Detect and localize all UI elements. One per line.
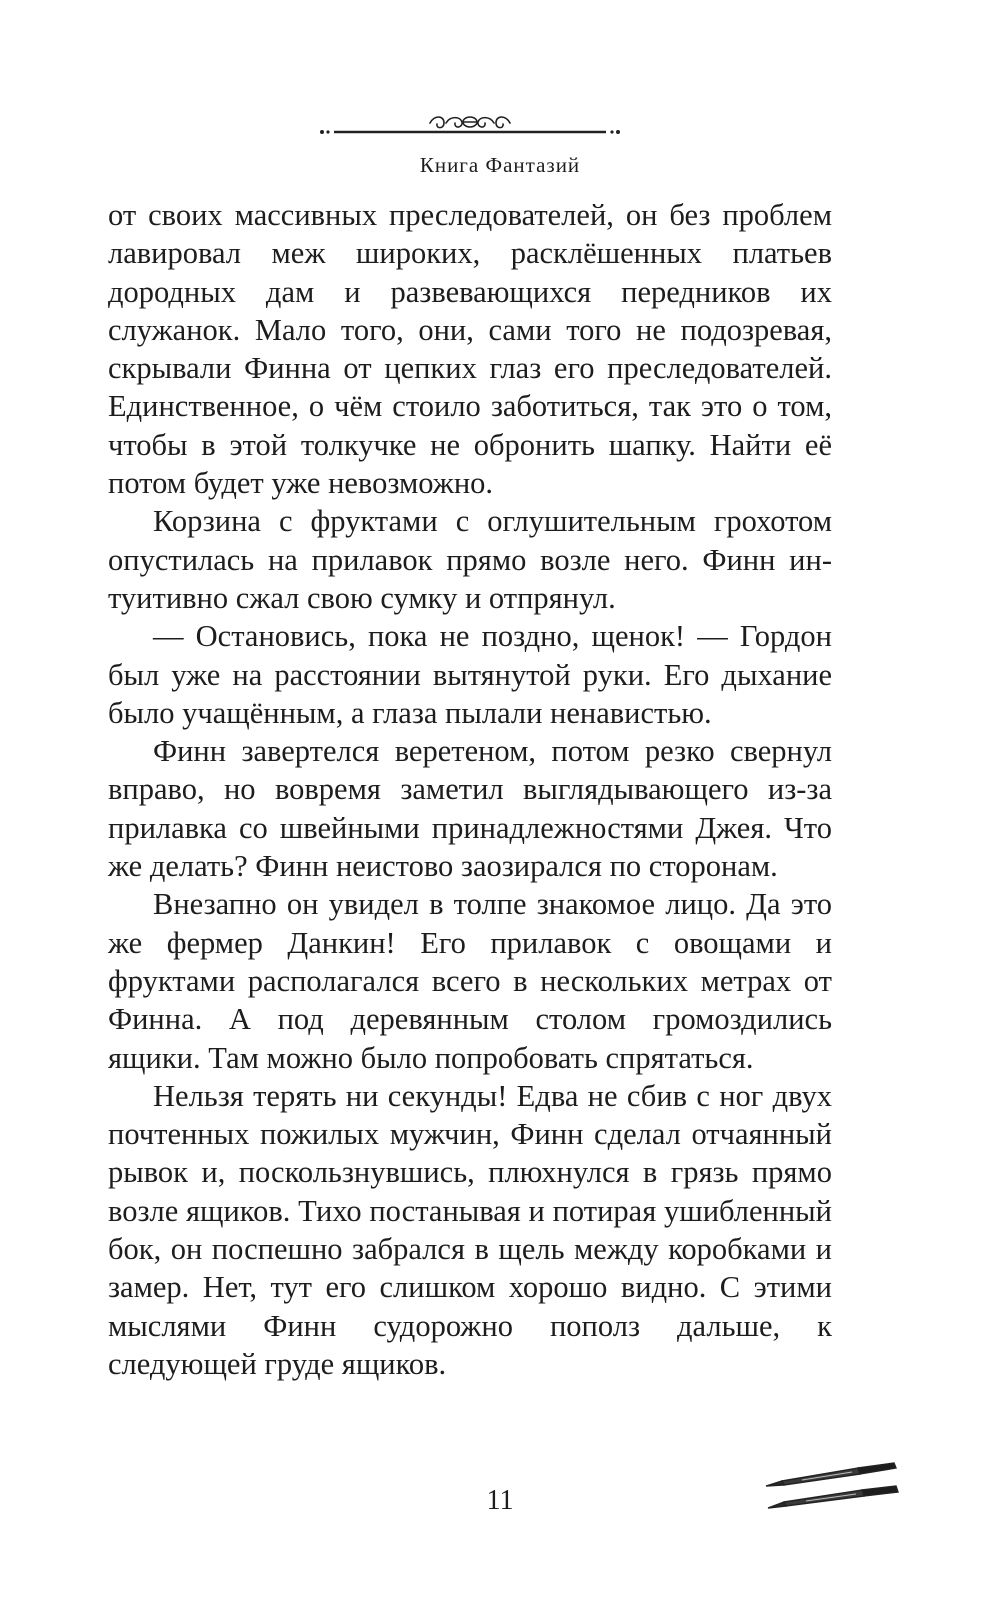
paragraph: — Остановись, пока не поздно, щенок! — Гордон был уже на расстоянии вытянутой руки. Его дыхание было учащённым, а глаза пылали ненавистью. bbox=[108, 619, 832, 730]
fountain-pens-icon bbox=[762, 1462, 900, 1514]
paragraph: Корзина с фруктами с оглушительным грохотом опустилась на прилавок прямо возле него. Финн интуитивно сжал свою сумку и отпрянул. bbox=[108, 504, 832, 615]
paragraph: от своих массивных преследователей, он без проблем лавировал меж широких, расклёшенных платьев дородных дам и развевающихся передников их служанок. Мало того, они, сами того не подозревая, скрывали Финна от цепких глаз его преследователей. Единственное, о чём стоило заботиться, так это о том, чтобы в этой толкучке не обронить шапку. Найти её потом будет уже невозможно. bbox=[108, 198, 832, 501]
header-ornament bbox=[318, 111, 622, 145]
paragraph: Нельзя терять ни секунды! Едва не сбив с ног двух почтенных пожилых мужчин, Финн сделал отчаянный рывок и, поскользнувшись, плюхнулся в грязь прямо возле ящиков. Тихо постанывая и потирая ушибленный бок, он поспешно забрался в щель между коробками и замер. Нет, тут его слишком хорошо видно. С этими мыслями Финн судорожно пополз дальше, к следующей груде ящиков. bbox=[108, 1078, 832, 1381]
page-number: 11 bbox=[486, 1485, 514, 1516]
running-head-title: Книга Фантазий bbox=[419, 153, 581, 177]
paragraph: Внезапно он увидел в толпе знакомое лицо. Да это же фермер Данкин! Его прилавок с овощами и фруктами располагался всего в нескольких метрах от Финна. А под деревянным столом громоздились ящики. Там можно было попробовать спрятаться. bbox=[108, 887, 832, 1075]
body-text bbox=[108, 196, 832, 1383]
paragraph: Финн завертелся веретеном, потом резко свернул вправо, но вовремя заметил выглядывающего из-за прилавка со швейными принадлежностями Джея. Что же делать? Финн неистово заозирался по сторонам. bbox=[108, 734, 832, 884]
